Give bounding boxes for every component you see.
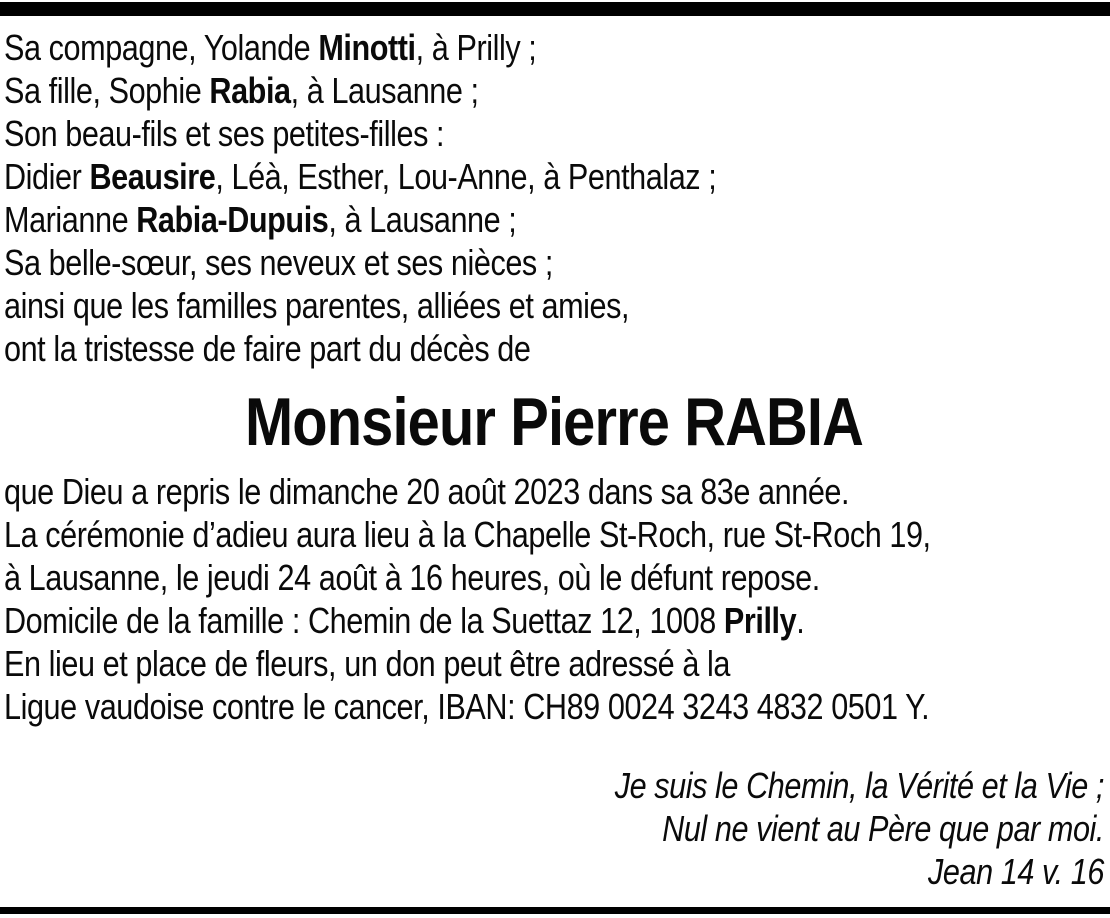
text-line — [4, 599, 939, 642]
text-segment: Son beau-fils et ses petites-filles : — [4, 113, 445, 154]
text-line — [4, 26, 939, 69]
emphasized-name: Beausire — [89, 156, 216, 197]
text-line — [4, 556, 939, 599]
text-line — [4, 112, 939, 155]
text-segment: Sa compagne, Yolande — [4, 27, 319, 68]
text-segment: Ligue vaudoise contre le cancer, IBAN: CH89 0024 3243 4832 0501 Y. — [4, 686, 930, 727]
text-segment: Sa belle-sœur, ses neveux et ses nièces ; — [4, 242, 553, 283]
text-line — [169, 850, 1104, 893]
text-line — [4, 327, 939, 370]
text-line — [4, 513, 939, 556]
text-line — [4, 284, 939, 327]
text-line — [4, 685, 939, 728]
text-line — [4, 470, 939, 513]
emphasized-name: Prilly — [723, 600, 797, 641]
family-paragraph — [4, 26, 1104, 370]
text-segment: ont la tristesse de faire part du décès de — [4, 328, 531, 369]
text-segment: que Dieu a repris le dimanche 20 août 2023 dans sa 83e année. — [4, 471, 850, 512]
emphasized-name: Rabia — [209, 70, 291, 111]
text-line — [169, 764, 1104, 807]
emphasized-name: Minotti — [318, 27, 416, 68]
text-segment: En lieu et place de fleurs, un don peut être adressé à la — [4, 643, 730, 684]
notice-content — [4, 26, 1104, 893]
text-segment: à Lausanne, le jeudi 24 août à 16 heures, où le défunt repose. — [4, 557, 820, 598]
text-line — [4, 69, 939, 112]
text-segment: Marianne — [4, 199, 137, 240]
emphasized-name: Rabia-Dupuis — [136, 199, 329, 240]
bottom-rule — [0, 907, 1110, 914]
text-segment: La cérémonie d’adieu aura lieu à la Chapelle St-Roch, rue St-Roch 19, — [4, 514, 931, 555]
text-segment: ainsi que les familles parentes, alliées et amies, — [4, 285, 630, 326]
text-line — [4, 241, 939, 284]
text-line — [169, 807, 1104, 850]
text-segment: Jean 14 v. 16 — [928, 851, 1104, 892]
text-segment: Domicile de la famille : Chemin de la Suettaz 12, 1008 — [4, 600, 724, 641]
text-segment: , Léà, Esther, Lou-Anne, à Penthalaz ; — [215, 156, 717, 197]
text-line — [4, 198, 939, 241]
scripture-verse — [4, 764, 1104, 893]
text-segment: , à Lausanne ; — [290, 70, 479, 111]
deceased-name-title: Monsieur Pierre RABIA — [244, 384, 864, 460]
top-rule — [0, 2, 1110, 16]
text-line — [4, 642, 939, 685]
text-segment: , à Lausanne ; — [328, 199, 517, 240]
text-segment: , à Prilly ; — [415, 27, 537, 68]
text-segment: Sa fille, Sophie — [4, 70, 210, 111]
details-paragraph — [4, 470, 1104, 728]
text-line — [4, 155, 939, 198]
text-segment: Nul ne vient au Père que par moi. — [662, 808, 1104, 849]
text-segment: Je suis le Chemin, la Vérité et la Vie ; — [614, 765, 1104, 806]
text-segment: . — [796, 600, 805, 641]
text-segment: Didier — [4, 156, 90, 197]
